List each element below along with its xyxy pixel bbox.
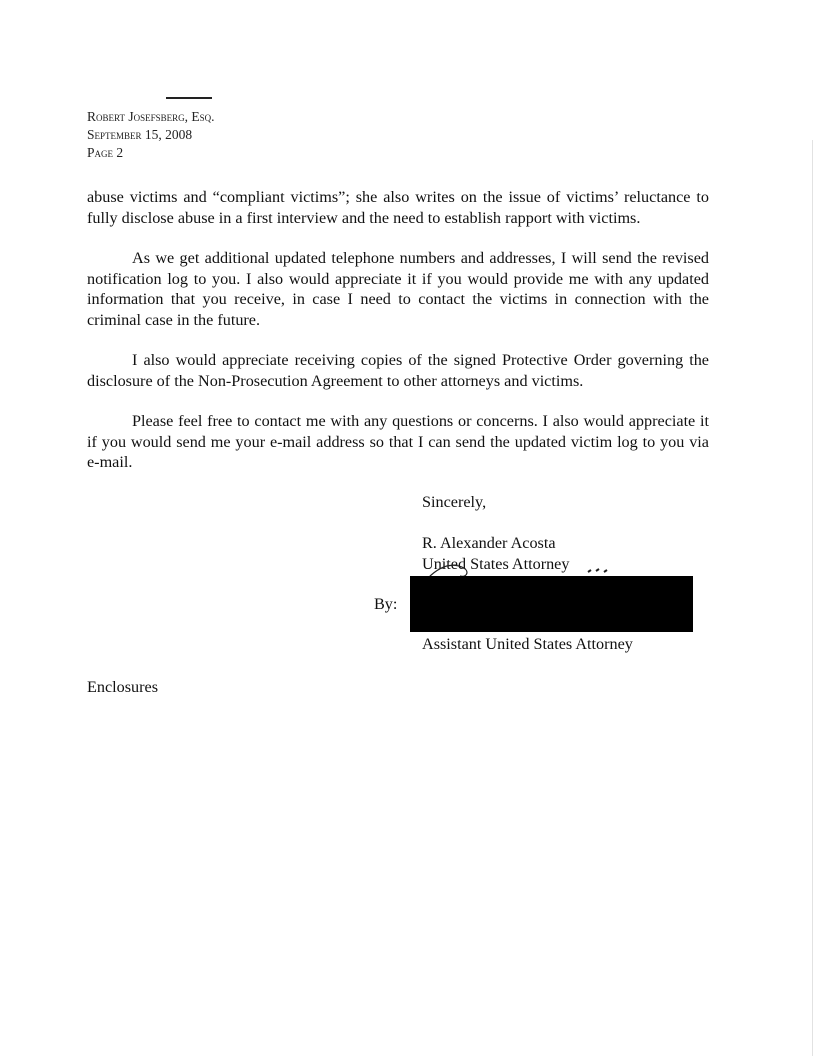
paragraph-4: Please feel free to contact me with any questions or concerns. I also would appreciate it if you would send me your e-mail address so that I can send the updated victim log to you via e-mail.: [87, 412, 709, 471]
redaction-block: [410, 576, 693, 632]
signer-office-title: United States Attorney: [422, 555, 570, 573]
header-date: September 15, 2008: [87, 127, 193, 142]
signer-title: Assistant United States Attorney: [422, 635, 633, 653]
paragraph-2: As we get additional updated telephone numbers and addresses, I will send the revised notification log to you. I also would appreciate it if you would provide me with any updated information that you receive, in case I need to contact the victims in connection with the criminal case in the future.: [87, 249, 709, 329]
paragraph-1: abuse victims and “compliant victims”; she also writes on the issue of victims’ reluctance to fully disclose abuse in a first interview and the need to establish rapport with victims.: [87, 188, 709, 227]
enclosures-label: Enclosures: [87, 678, 159, 696]
letter-header: [87, 108, 215, 162]
header-rule: [166, 97, 212, 99]
by-label: By:: [374, 595, 398, 613]
signer-name: R. Alexander Acosta: [422, 534, 556, 552]
header-page-number: Page 2: [87, 145, 124, 160]
closing: Sincerely,: [422, 493, 487, 511]
paragraph-3: I also would appreciate receiving copies of the signed Protective Order governing the disclosure of the Non-Prosecution Agreement to other attorneys and victims.: [87, 351, 709, 390]
header-recipient: Robert Josefsberg, Esq.: [87, 109, 215, 124]
scan-edge-line: [812, 140, 813, 1056]
